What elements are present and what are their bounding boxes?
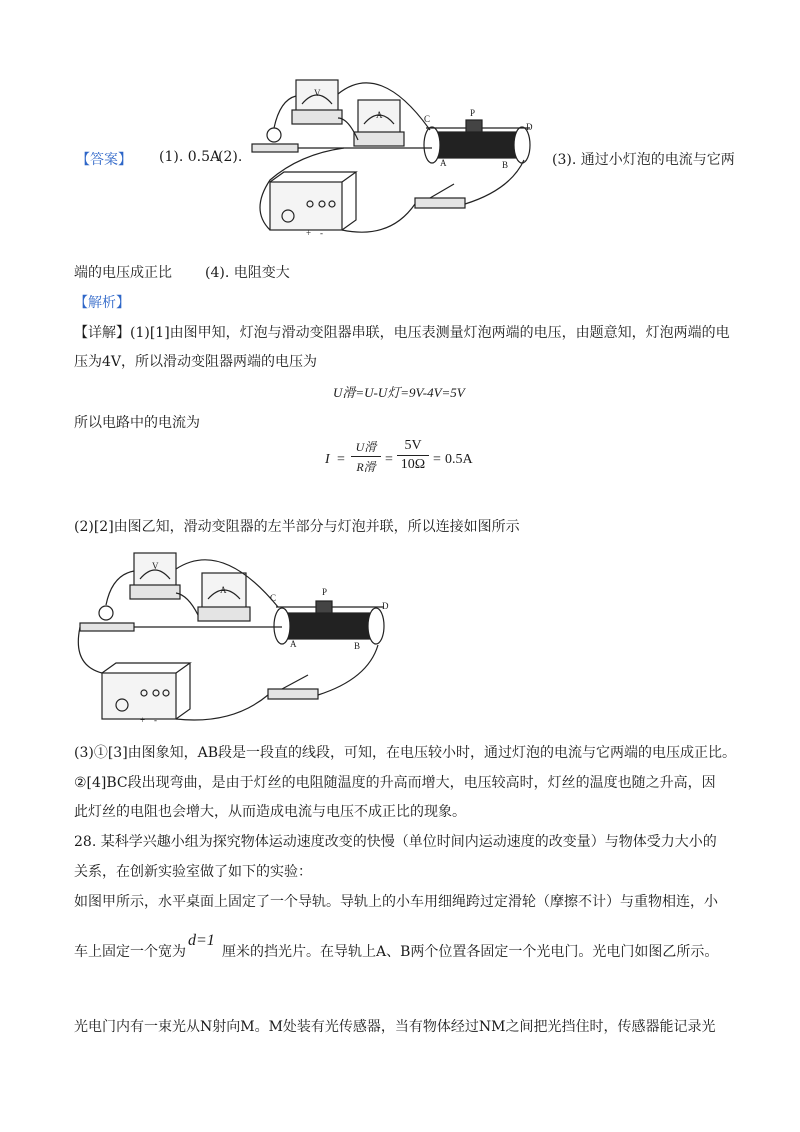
ammeter-label: A xyxy=(376,110,383,120)
q28-line-5: 光电门内有一束光从N射向M。M处装有光传感器，当有物体经过NM之间把光挡住时，传感器能记录光 xyxy=(74,1019,716,1035)
answer-3-cont: 端的电压成正比 xyxy=(74,265,172,281)
supply-plus-2: + xyxy=(140,715,146,725)
equation-2: I = U滑 R滑 = 5V 10Ω = 0.5A xyxy=(325,438,473,474)
q28-line-3: 如图甲所示，水平桌面上固定了一个导轨。导轨上的小车用细绳跨过定滑轮（摩擦不计）与重物相连，小 xyxy=(74,894,718,910)
supply-plus: + xyxy=(306,228,312,238)
detail-p3: (2)[2]由图乙知，滑动变阻器的左半部分与灯泡并联，所以连接如图所示 xyxy=(74,519,520,535)
answer-tag: 【答案】 xyxy=(76,152,132,168)
answer-4: (4). 电阻变大 xyxy=(205,265,290,281)
supply-minus: - xyxy=(320,228,323,238)
detail-p1b: 压为4V，所以滑动变阻器两端的电压为 xyxy=(74,354,318,370)
terminal-d-2: D xyxy=(382,601,389,611)
slider-p-2: P xyxy=(322,587,328,597)
eq2-den2: 10Ω xyxy=(400,457,426,472)
analysis-tag: 【解析】 xyxy=(74,295,130,311)
terminal-a-2: A xyxy=(290,639,297,649)
terminal-b-2: B xyxy=(354,641,361,651)
q28-line-4b: 厘米的挡光片。在导轨上A、B两个位置各固定一个光电门。光电门如图乙所示。 xyxy=(222,944,719,960)
q28-line-1: 28. 某科学兴趣小组为探究物体运动速度改变的快慢（单位时间内运动速度的改变量）与物体受力大小的 xyxy=(74,834,717,850)
terminal-a: A xyxy=(440,158,447,168)
answer-3: (3). 通过小灯泡的电流与它两 xyxy=(552,152,735,168)
voltmeter-label-2: V xyxy=(152,561,159,571)
equation-1: U滑=U-U灯=9V-4V=5V xyxy=(333,385,465,400)
q28-width-d: d=1 xyxy=(188,932,215,949)
eq2-den1: R滑 xyxy=(356,460,376,474)
eq2-num2: 5V xyxy=(404,438,422,453)
eq2-lhs: I xyxy=(325,452,330,467)
detail-p1: 【详解】(1)[1]由图甲知，灯泡与滑动变阻器串联，电压表测量灯泡两端的电压，由题意知，灯泡两端的电 xyxy=(74,325,730,341)
detail-p5: ②[4]BC段出现弯曲，是由于灯丝的电阻随温度的升高而增大，电压较高时，灯丝的温度也随之升高，因 xyxy=(74,775,716,791)
q28-line-2: 关系，在创新实验室做了如下的实验： xyxy=(74,864,312,880)
terminal-b: B xyxy=(502,160,509,170)
terminal-d: D xyxy=(526,122,533,132)
eq2-num1: U滑 xyxy=(355,440,377,454)
q28-line-4a: 车上固定一个宽为 xyxy=(74,944,186,960)
answer-2: (2). xyxy=(218,149,243,165)
detail-p6: 此灯丝的电阻也会增大，从而造成电流与电压不成正比的现象。 xyxy=(74,804,466,820)
detail-p2: 所以电路中的电流为 xyxy=(74,415,200,431)
ammeter-label-2: A xyxy=(220,585,227,595)
supply-minus-2: - xyxy=(154,715,157,725)
circuit-diagram-solution xyxy=(72,545,402,725)
terminal-c-2: C xyxy=(270,593,277,603)
answer-1: (1). 0.5A xyxy=(159,149,221,165)
circuit-diagram-answer xyxy=(240,70,560,245)
eq2-rhs: 0.5A xyxy=(445,452,473,467)
detail-p4: (3)①[3]由图象知，AB段是一段直的线段，可知，在电压较小时，通过灯泡的电流与它两端的电压成正比。 xyxy=(74,745,737,761)
voltmeter-label: V xyxy=(314,88,321,98)
slider-p: P xyxy=(470,108,476,118)
terminal-c: C xyxy=(424,114,431,124)
